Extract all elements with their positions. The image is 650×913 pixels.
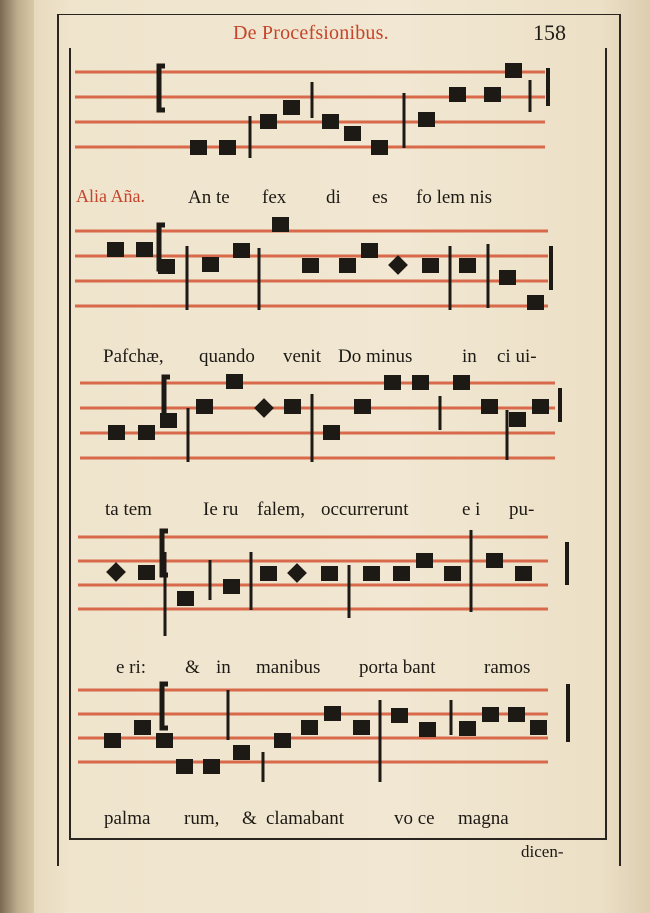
square-note [260,114,277,129]
lyric-syllable: rum, [184,808,220,829]
square-note [104,733,121,748]
lyric-syllable: di [326,187,341,208]
lyric-syllable: falem, [257,499,306,520]
square-note [353,720,370,735]
square-note [176,759,193,774]
square-note [138,565,155,580]
square-note [481,399,498,414]
lyric-syllable: magna [458,808,509,829]
square-note [177,591,194,606]
square-note [515,566,532,581]
lyric-syllable: venit [283,346,321,367]
square-note [107,242,124,257]
lyric-syllable: vo ce [394,808,435,829]
square-note [323,425,340,440]
square-note [509,412,526,427]
lyric-syllable: in [462,346,477,367]
lyric-syllable: Pafchæ, [103,346,164,367]
running-header: De Procefsionibus. [233,22,389,44]
square-note [527,295,544,310]
lyric-syllable: An te [188,187,230,208]
square-note [272,217,289,232]
square-note [361,243,378,258]
square-note [384,375,401,390]
square-note [219,140,236,155]
lyric-syllable: fex [262,187,287,208]
lyric-syllable: pu- [509,499,535,520]
square-note [393,566,410,581]
lyric-syllable: clamabant [266,808,345,829]
diamond-note [106,562,126,582]
diamond-note [254,398,274,418]
square-note [530,720,547,735]
square-note [354,399,371,414]
square-note [324,706,341,721]
lyric-syllable: e i [462,499,481,520]
lyric-syllable: in [216,657,231,678]
square-note [444,566,461,581]
square-note [134,720,151,735]
diamond-note [287,563,307,583]
square-note [158,259,175,274]
square-note [202,257,219,272]
square-note [233,243,250,258]
lyric-syllable: palma [104,808,151,829]
lyric-syllable: fo lem nis [416,187,492,208]
square-note [416,553,433,568]
square-note [136,242,153,257]
square-note [156,733,173,748]
square-note [160,413,177,428]
catchword: dicen- [521,842,564,861]
lyric-syllable: & [185,657,200,678]
lyric-syllable: Do minus [338,346,413,367]
square-note [449,87,466,102]
lyric-syllable: ta tem [105,499,152,520]
square-note [482,707,499,722]
antiphon-rubric: Alia Aña. [76,186,145,206]
square-note [322,114,339,129]
square-note [418,112,435,127]
lyric-syllable: es [372,187,388,208]
square-note [419,722,436,737]
square-note [412,375,429,390]
lyric-syllable: & [242,808,257,829]
square-note [486,553,503,568]
lyric-syllable: quando [199,346,255,367]
square-note [391,708,408,723]
lyric-syllable: ci ui- [497,346,537,367]
square-note [190,140,207,155]
square-note [459,258,476,273]
square-note [499,270,516,285]
square-note [274,733,291,748]
lyric-syllable: porta bant [359,657,436,678]
square-note [505,63,522,78]
square-note [301,720,318,735]
page-number: 158 [533,20,566,45]
square-note [371,140,388,155]
square-note [422,258,439,273]
diamond-note [388,255,408,275]
square-note [453,375,470,390]
square-note [108,425,125,440]
lyric-syllable: e ri: [116,657,147,678]
square-note [203,759,220,774]
square-note [302,258,319,273]
square-note [459,721,476,736]
square-note [260,566,277,581]
lyric-syllable: manibus [256,657,321,678]
square-note [344,126,361,141]
square-note [363,566,380,581]
square-note [138,425,155,440]
square-note [283,100,300,115]
square-note [284,399,301,414]
square-note [484,87,501,102]
square-note [532,399,549,414]
square-note [226,374,243,389]
lyric-syllable: ramos [484,657,531,678]
square-note [508,707,525,722]
square-note [223,579,240,594]
square-note [339,258,356,273]
lyric-syllable: Ie ru [203,499,239,520]
square-note [321,566,338,581]
square-note [233,745,250,760]
square-note [196,399,213,414]
lyric-syllable: occurrerunt [321,499,409,520]
